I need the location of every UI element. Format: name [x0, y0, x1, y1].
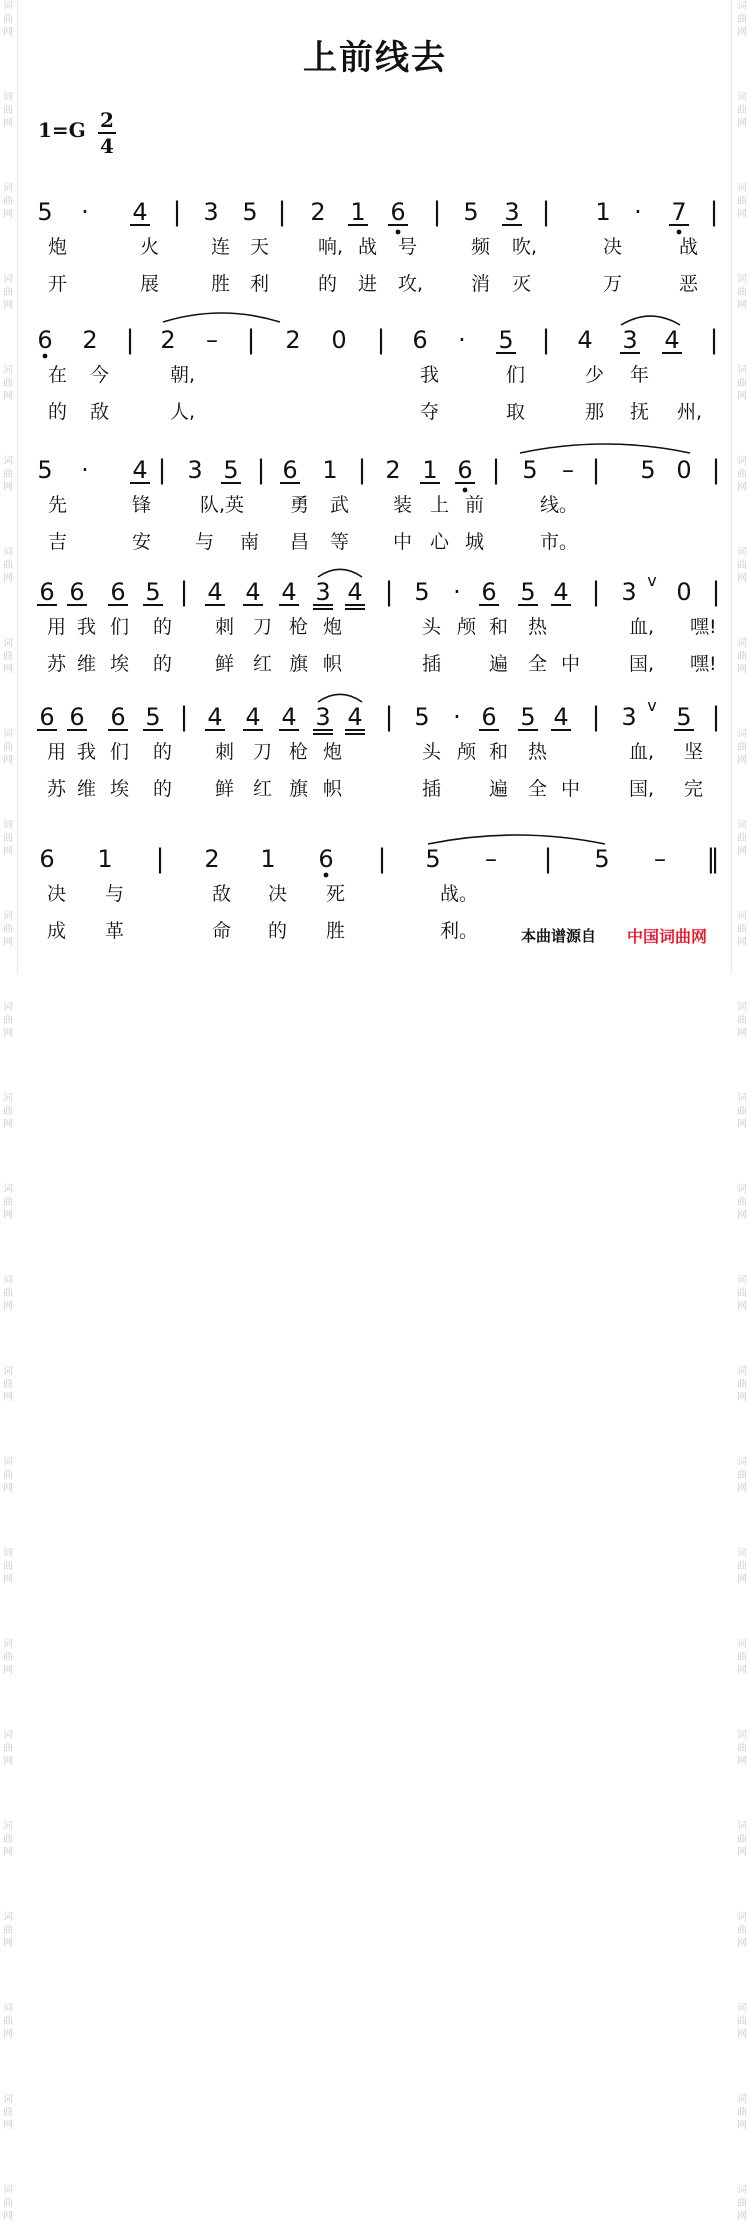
time-signature-top: 2 — [100, 108, 114, 132]
lyric-word: 那 — [585, 401, 605, 423]
note: 5 — [414, 578, 430, 606]
barline: | — [377, 844, 387, 874]
barline: | — [711, 702, 721, 732]
lyric-word: 全 — [528, 778, 548, 800]
note: 6 — [282, 456, 298, 484]
page-title: 上前线去 — [303, 38, 447, 78]
lyric-word: 的 — [48, 401, 68, 423]
note: 2 — [385, 456, 401, 484]
lyric-word: 连 — [211, 236, 231, 258]
lyric-word: 胜 — [326, 920, 346, 942]
note: 6 — [110, 578, 126, 606]
note: 5 — [37, 456, 53, 484]
note: 6 — [457, 456, 473, 484]
lyric-word: 我 — [77, 616, 97, 638]
note: 5 — [520, 578, 536, 606]
barline: | — [711, 455, 721, 485]
barline: | — [709, 325, 719, 355]
key-signature: 1=G — [38, 118, 86, 142]
lyric-word: 中 — [561, 653, 581, 675]
lyric-word: 决 — [268, 883, 288, 905]
lyric-word: 朝, — [170, 364, 196, 386]
lyric-word: 埃 — [110, 653, 130, 675]
lyric-word: 旗 — [289, 778, 309, 800]
breath-mark: v — [647, 696, 657, 715]
note: 5 — [37, 198, 53, 226]
lyric-word: 埃 — [110, 778, 130, 800]
note: 5 — [640, 456, 656, 484]
lyric-word: 吉 — [48, 531, 68, 553]
lyric-word: 遍 — [489, 778, 509, 800]
lyric-word: 旗 — [289, 653, 309, 675]
note: 6 — [481, 703, 497, 731]
barline: | — [277, 197, 287, 227]
note: 4 — [347, 578, 363, 606]
lyric-word: 城 — [465, 531, 485, 553]
lyric-word: 刀 — [253, 741, 273, 763]
note: 4 — [347, 703, 363, 731]
lyric-word: 热 — [528, 616, 548, 638]
lyric-word: 颅 — [457, 616, 477, 638]
note: – — [485, 845, 497, 873]
lyric-word: 敌 — [212, 883, 232, 905]
note: 1 — [322, 456, 338, 484]
lyric-word: 武 — [330, 494, 350, 516]
note: 2 — [160, 326, 176, 354]
lyric-word: 的 — [153, 616, 173, 638]
lyric-word: 上 — [430, 494, 450, 516]
note: 4 — [577, 326, 593, 354]
note: 1 — [595, 198, 611, 226]
note: 6 — [39, 845, 55, 873]
tie-arc — [163, 313, 280, 322]
lyric-word: 炮 — [323, 616, 343, 638]
barline: | — [543, 844, 553, 874]
lyric-word: 中 — [561, 778, 581, 800]
lyric-word: 前 — [465, 494, 485, 516]
lyric-word: 少 — [585, 364, 605, 386]
lyric-word: 成 — [47, 920, 67, 942]
barline: | — [541, 197, 551, 227]
lyric-word: 南 — [240, 531, 260, 553]
octave-dot — [396, 230, 401, 235]
note: 4 — [245, 703, 261, 731]
barline: | — [711, 577, 721, 607]
note: 3 — [315, 578, 331, 606]
note: 6 — [39, 703, 55, 731]
note: 3 — [621, 703, 637, 731]
lyric-word: 决 — [47, 883, 67, 905]
lyric-word: 苏 — [47, 653, 67, 675]
barline: | — [591, 577, 601, 607]
octave-dot — [463, 488, 468, 493]
lyric-word: 血, — [629, 616, 655, 638]
lyric-word: 的 — [153, 778, 173, 800]
lyric-word: 响, — [318, 236, 344, 258]
lyric-word: 展 — [140, 273, 160, 295]
note: 6 — [69, 703, 85, 731]
lyric-word: 插 — [422, 653, 442, 675]
note: 6 — [318, 845, 334, 873]
lyric-word: 枪 — [289, 616, 309, 638]
octave-dot — [324, 873, 329, 878]
note: · — [634, 198, 642, 226]
lyric-word: 用 — [47, 616, 67, 638]
note: 4 — [132, 456, 148, 484]
note: 4 — [664, 326, 680, 354]
lyric-word: 进 — [358, 273, 378, 295]
barline: | — [179, 577, 189, 607]
note: 4 — [553, 703, 569, 731]
barline: | — [357, 455, 367, 485]
lyric-word: 利 — [250, 273, 270, 295]
tie-arc — [428, 835, 605, 844]
note: 3 — [622, 326, 638, 354]
lyric-word: 与 — [195, 531, 215, 553]
barline: | — [541, 325, 551, 355]
lyric-word: 我 — [420, 364, 440, 386]
note: 0 — [331, 326, 347, 354]
lyric-word: 刺 — [215, 616, 235, 638]
lyric-word: 开 — [48, 273, 68, 295]
note: 4 — [245, 578, 261, 606]
tie-arc — [318, 694, 362, 702]
note: · — [81, 198, 89, 226]
lyric-word: 枪 — [289, 741, 309, 763]
lyric-word: 苏 — [47, 778, 67, 800]
lyric-word: 安 — [132, 531, 152, 553]
note: 5 — [520, 703, 536, 731]
lyric-word: 队,英 — [200, 494, 245, 516]
note: 1 — [260, 845, 276, 873]
note: 2 — [82, 326, 98, 354]
lyric-word: 维 — [77, 653, 97, 675]
barline: | — [709, 197, 719, 227]
note: 4 — [207, 703, 223, 731]
lyric-word: 恶 — [679, 273, 699, 295]
lyric-word: 遍 — [489, 653, 509, 675]
note: 6 — [39, 578, 55, 606]
lyric-word: 今 — [90, 364, 110, 386]
barline: | — [256, 455, 266, 485]
note: 5 — [242, 198, 258, 226]
lyric-word: 攻, — [398, 273, 424, 295]
note: 4 — [281, 703, 297, 731]
lyric-word: 的 — [318, 273, 338, 295]
note: 5 — [145, 578, 161, 606]
lyric-word: 头 — [422, 741, 442, 763]
note: – — [562, 456, 574, 484]
note: 2 — [204, 845, 220, 873]
lyric-word: 先 — [48, 494, 68, 516]
lyric-word: 血, — [629, 741, 655, 763]
lyric-word: 人, — [170, 401, 196, 423]
barline: | — [591, 455, 601, 485]
note: · — [453, 703, 461, 731]
lyric-word: 坚 — [684, 741, 704, 763]
lyric-word: 用 — [47, 741, 67, 763]
lyric-word: 锋 — [132, 494, 152, 516]
lyric-word: 的 — [268, 920, 288, 942]
lyric-word: 红 — [253, 653, 273, 675]
note: 2 — [285, 326, 301, 354]
lyric-word: 炮 — [48, 236, 68, 258]
lyric-word: 完 — [684, 778, 704, 800]
lyric-word: 炮 — [323, 741, 343, 763]
lyric-word: 们 — [110, 741, 130, 763]
tie-arc — [621, 316, 680, 325]
lyric-word: 红 — [253, 778, 273, 800]
note: · — [453, 578, 461, 606]
note: 6 — [37, 326, 53, 354]
lyric-word: 嘿! — [690, 616, 717, 638]
lyric-word: 线。 — [540, 494, 579, 516]
tie-arc — [520, 444, 690, 453]
lyric-word: 帜 — [323, 778, 343, 800]
note: 4 — [207, 578, 223, 606]
note: 6 — [390, 198, 406, 226]
barline: | — [172, 197, 182, 227]
lyric-word: 抚 — [630, 401, 650, 423]
lyric-word: 中 — [393, 531, 413, 553]
lyric-word: 国, — [629, 653, 655, 675]
lyric-word: 胜 — [211, 273, 231, 295]
lyric-word: 勇 — [290, 494, 310, 516]
barline: | — [155, 844, 165, 874]
barline: ‖ — [706, 844, 720, 874]
lyric-word: 万 — [603, 273, 623, 295]
lyric-word: 嘿! — [690, 653, 717, 675]
note: 7 — [671, 198, 687, 226]
note: 5 — [145, 703, 161, 731]
lyric-word: 消 — [471, 273, 491, 295]
time-signature-bottom: 4 — [100, 134, 114, 158]
lyric-word: 鲜 — [215, 778, 235, 800]
note: 1 — [422, 456, 438, 484]
lyric-word: 国, — [629, 778, 655, 800]
lyric-word: 市。 — [540, 531, 579, 553]
lyric-word: 全 — [528, 653, 548, 675]
lyric-word: 维 — [77, 778, 97, 800]
lyric-word: 吹, — [512, 236, 538, 258]
lyric-word: 频 — [471, 236, 491, 258]
lyric-word: 插 — [422, 778, 442, 800]
lyric-word: 的 — [153, 653, 173, 675]
note: – — [206, 326, 218, 354]
note: 5 — [594, 845, 610, 873]
lyric-word: 在 — [48, 364, 68, 386]
note: – — [654, 845, 666, 873]
lyric-word: 颅 — [457, 741, 477, 763]
lyric-word: 战。 — [440, 883, 479, 905]
note: 5 — [414, 703, 430, 731]
lyric-word: 火 — [140, 236, 160, 258]
lyric-word: 的 — [153, 741, 173, 763]
watermark-right: 词 曲 网 词 曲 网 词 曲 网 词 曲 网 词 曲 网 词 曲 网 词 曲 网 词 曲 网 词 曲 网 词 曲 网 词 曲 网 词 曲 网 词 曲 网 词 曲 网 词 曲 网 词 曲 网 词 曲 网 词 曲 网 词 曲 网 词 曲 网 词 曲 网 词 曲 网 词 曲 网 词 曲 网 词 曲 网 — [737, 1, 747, 2222]
lyric-word: 死 — [326, 883, 346, 905]
note: 2 — [310, 198, 326, 226]
note: 5 — [425, 845, 441, 873]
barline: | — [384, 702, 394, 732]
barline: | — [591, 702, 601, 732]
note: 3 — [187, 456, 203, 484]
lyric-word: 决 — [603, 236, 623, 258]
lyric-word: 夺 — [420, 401, 440, 423]
barline: | — [246, 325, 256, 355]
lyric-word: 心 — [430, 531, 450, 553]
lyric-word: 头 — [422, 616, 442, 638]
barline: | — [125, 325, 135, 355]
lyric-word: 刺 — [215, 741, 235, 763]
lyric-word: 天 — [250, 236, 270, 258]
lyric-word: 州, — [677, 401, 703, 423]
lyric-word: 们 — [110, 616, 130, 638]
note: 5 — [676, 703, 692, 731]
note: 6 — [412, 326, 428, 354]
octave-dot — [43, 354, 48, 359]
note: 6 — [110, 703, 126, 731]
tie-arc — [318, 569, 362, 577]
note: 1 — [97, 845, 113, 873]
barline: | — [376, 325, 386, 355]
lyric-word: 和 — [489, 741, 509, 763]
lyric-word: 鲜 — [215, 653, 235, 675]
note: 0 — [676, 578, 692, 606]
lyric-word: 刀 — [253, 616, 273, 638]
note: 3 — [621, 578, 637, 606]
source-brand: 中国词曲网 — [627, 927, 708, 946]
lyric-word: 号 — [398, 236, 418, 258]
lyric-word: 灭 — [512, 273, 532, 295]
note: · — [458, 326, 466, 354]
note: 5 — [223, 456, 239, 484]
barline: | — [157, 455, 167, 485]
note: 4 — [132, 198, 148, 226]
source-label: 本曲谱源自 — [521, 927, 597, 945]
lyric-word: 帜 — [323, 653, 343, 675]
lyric-word: 昌 — [290, 531, 310, 553]
lyric-word: 等 — [330, 531, 350, 553]
note: 3 — [203, 198, 219, 226]
note: 0 — [676, 456, 692, 484]
lyric-word: 取 — [506, 401, 526, 423]
lyric-word: 战 — [679, 236, 699, 258]
watermark-left: 词 曲 网 词 曲 网 词 曲 网 词 曲 网 词 曲 网 词 曲 网 词 曲 网 词 曲 网 词 曲 网 词 曲 网 词 曲 网 词 曲 网 词 曲 网 词 曲 网 词 曲 网 词 曲 网 词 曲 网 词 曲 网 词 曲 网 词 曲 网 词 曲 网 词 曲 网 词 曲 网 词 曲 网 词 曲 网 — [3, 1, 13, 2222]
note: 1 — [350, 198, 366, 226]
lyric-word: 们 — [506, 364, 526, 386]
note: 4 — [553, 578, 569, 606]
note: 5 — [463, 198, 479, 226]
lyric-word: 我 — [77, 741, 97, 763]
note: 3 — [504, 198, 520, 226]
note: 6 — [69, 578, 85, 606]
note: 4 — [281, 578, 297, 606]
note: · — [81, 456, 89, 484]
lyric-word: 和 — [489, 616, 509, 638]
lyric-word: 战 — [358, 236, 378, 258]
barline: | — [491, 455, 501, 485]
lyric-word: 装 — [393, 494, 413, 516]
lyric-word: 敌 — [90, 401, 110, 423]
lyric-word: 革 — [105, 920, 125, 942]
lyric-word: 与 — [105, 883, 125, 905]
lyric-word: 利。 — [440, 920, 479, 942]
note: 3 — [315, 703, 331, 731]
barline: | — [384, 577, 394, 607]
lyric-word: 热 — [528, 741, 548, 763]
note: 6 — [481, 578, 497, 606]
note: 5 — [498, 326, 514, 354]
lyric-word: 命 — [212, 920, 232, 942]
lyric-word: 年 — [630, 364, 650, 386]
octave-dot — [677, 230, 682, 235]
barline: | — [432, 197, 442, 227]
note: 5 — [522, 456, 538, 484]
breath-mark: v — [647, 571, 657, 590]
barline: | — [179, 702, 189, 732]
